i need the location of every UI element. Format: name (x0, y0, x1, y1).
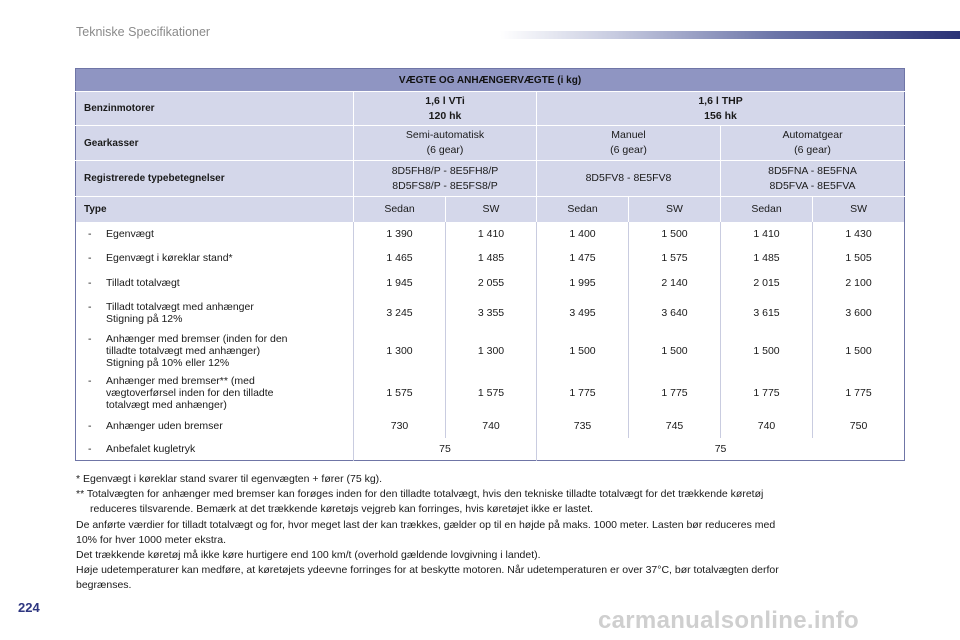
row-label: Anhænger med bremser** (med vægtoverførsel inden for den tilladte totalvægt med anhænger) (106, 374, 274, 411)
row-label: Anbefalet kugletryk (106, 442, 196, 455)
table-row: - Anbefalet kugletryk 75 75 (76, 438, 905, 461)
note-speed: Det trækkende køretøj må ikke køre hurtigere end 100 km/t (overhold gældende lovgivning i landet). (76, 549, 541, 562)
typecode-group-3: 8D5FNA - 8E5FNA 8D5FVA - 8E5FVA (721, 161, 905, 197)
type-cell: Sedan (721, 197, 813, 222)
row-label: Anhænger uden bremser (106, 419, 223, 432)
header-gradient-bar (500, 31, 960, 39)
weights-table (75, 68, 905, 461)
table-row: - Tilladt totalvægt 1 945 2 055 1 995 2 140 2 015 2 100 (76, 270, 905, 296)
table-row: - Egenvægt i køreklar stand* 1 465 1 485 1 475 1 575 1 485 1 505 (76, 246, 905, 270)
table-row: - Anhænger med bremser (inden for den tilladte totalvægt med anhænger) Stigning på 10% eller 12% 1 300 1 300 1 500 1 500 1 500 1 500 (76, 330, 905, 372)
type-cell: SW (813, 197, 905, 222)
gearbox-semi-auto: Semi-automatisk (6 gear) (354, 126, 537, 161)
table-title: VÆGTE OG ANHÆNGERVÆGTE (i kg) (76, 69, 905, 92)
table-row: - Tilladt totalvægt med anhænger Stigning på 12% 3 245 3 355 3 495 3 640 3 615 3 600 (76, 296, 905, 330)
type-cell: Sedan (537, 197, 629, 222)
engine-vti: 1,6 l VTi 120 hk (354, 92, 537, 126)
table-row: - Anhænger uden bremser 730 740 735 745 740 750 (76, 414, 905, 438)
row-label: Tilladt totalvægt (106, 276, 180, 289)
page-number: 224 (18, 600, 40, 615)
row-label: Anhænger med bremser (inden for den tilladte totalvægt med anhænger) Stigning på 10% eller 12% (106, 332, 288, 369)
row-label: Egenvægt i køreklar stand* (106, 251, 233, 264)
type-cell: SW (446, 197, 537, 222)
row-label: Tilladt totalvægt med anhænger Stigning på 12% (106, 300, 254, 325)
note-altitude-cont: 10% for hver 1000 meter ekstra. (76, 533, 226, 546)
gearbox-manual: Manuel (6 gear) (537, 126, 721, 161)
footnote-2-cont: reduceres tilsvarende. Bemærk at det trækkende køretøjs vejgreb kan forringes, hvis køretøjet ikke er lastet. (90, 503, 594, 516)
gearbox-row-label: Gearkasser (76, 126, 354, 161)
note-temperature-cont: begrænses. (76, 579, 132, 592)
type-row-label: Type (76, 197, 354, 222)
typecode-group-1: 8D5FH8/P - 8E5FH8/P 8D5FS8/P - 8E5FS8/P (354, 161, 537, 197)
row-label: Egenvægt (106, 227, 154, 240)
gearbox-automatic: Automatgear (6 gear) (721, 126, 905, 161)
footnote-1: * Egenvægt i køreklar stand svarer til egenvægten + fører (75 kg). (76, 473, 383, 485)
typecode-group-2: 8D5FV8 - 8E5FV8 (537, 161, 721, 197)
footnote-2: ** Totalvægten for anhænger med bremser kan forøges inden for den tilladte totalvægt, hvis den tekniske tilladte totalvægt for det trækkende køretøj (76, 488, 764, 501)
note-altitude: De anførte værdier for tilladt totalvægt og for, hvor meget last der kan trækkes, gælder op til en højde på maks. 1000 meter. Lasten bør reduceres med (76, 518, 776, 531)
typecode-row-label: Registrerede typebetegnelser (76, 161, 354, 197)
note-temperature: Høje udetemperaturer kan medføre, at køretøjets ydeevne forringes for at beskytte motoren. Når udetemperaturen er over 37°C, bør totalvægten derfor (76, 564, 779, 577)
type-cell: Sedan (354, 197, 446, 222)
table-row: - Egenvægt 1 390 1 410 1 400 1 500 1 410 1 430 (76, 222, 905, 246)
watermark: carmanualsonline.info (598, 607, 860, 634)
type-cell: SW (629, 197, 721, 222)
engine-row-label: Benzinmotorer (76, 92, 354, 126)
table-row: - Anhænger med bremser** (med vægtoverførsel inden for den tilladte totalvægt med anhænger) 1 575 1 575 1 775 1 775 1 775 1 775 (76, 372, 905, 414)
engine-thp: 1,6 l THP 156 hk (537, 92, 905, 126)
footnotes (76, 472, 916, 594)
page-header-title: Tekniske Specifikationer (76, 25, 211, 39)
